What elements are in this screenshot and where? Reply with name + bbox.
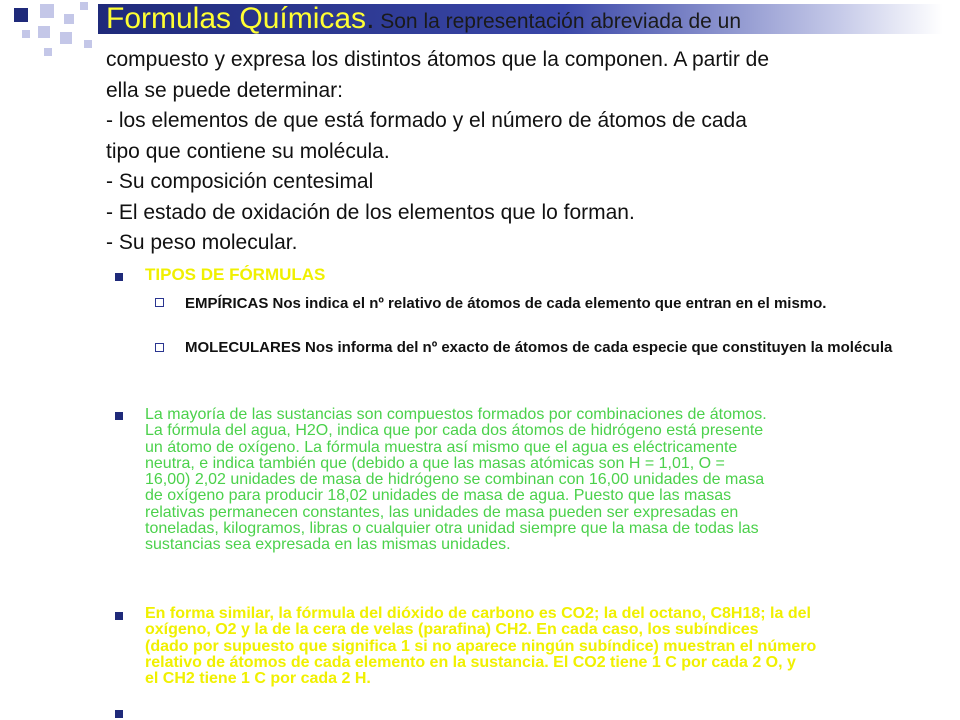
type-empiricas [185,295,925,312]
paragraph-line: relativo de átomos de cada elemento en la sustancia. El CO2 tiene 1 C por cada 2 O, y [145,653,796,671]
title-rest: Son la representación abreviada de un [374,10,741,33]
intro-line: compuesto y expresa los distintos átomos que la componen. A partir de [106,48,770,71]
paragraph-line: neutra, e indica también que (debido a que las masas atómicas son H = 1,01, O = [145,454,725,472]
deco-square [64,14,74,24]
deco-square [38,26,50,38]
paragraph-line: relativas permanecen constantes, las unidades de masa pueden ser expresadas en [145,503,739,521]
deco-square [84,40,92,48]
paragraph-line: sustancias sea expresada en las mismas unidades. [145,536,511,554]
deco-square [14,8,28,22]
deco-square [40,4,54,18]
intro-line: - los elementos de que está formado y el número de átomos de cada [106,109,747,132]
paragraph-line: el CH2 tiene 1 C por cada 2 H. [145,670,371,688]
deco-square [80,2,88,10]
intro-text [106,45,926,259]
deco-square [44,48,52,56]
intro-line: - Su composición centesimal [106,170,374,193]
type-text: Nos informa del nº exacto de átomos de cada especie que constituyen la molécula [300,339,893,356]
paragraph-line: La fórmula del agua, H2O, indica que por cada dos átomos de hidrógeno está presente [145,422,764,440]
intro-line: - El estado de oxidación de los elementos que lo forman. [106,200,635,224]
paragraph-line: de oxígeno para producir 18,02 unidades de masa de agua. Puesto que las masas [145,487,732,505]
type-keyword: EMPÍRICAS [185,295,269,312]
types-heading: TIPOS DE FÓRMULAS [145,265,326,284]
intro-line: ella se puede determinar: [106,78,343,102]
title-main: Formulas Químicas [106,2,367,35]
deco-square [60,32,72,44]
type-keyword: MOLECULARES [185,339,301,356]
paragraph-line: (dado por supuesto que significa 1 si no aparece ningún subíndice) muestran el número [145,637,817,655]
co2-formula-paragraph [145,606,930,687]
slide-title [106,2,741,36]
hollow-bullet [155,298,164,307]
paragraph-line: oxígeno, O2 y la de la cera de velas (parafina) CH2. En cada caso, los subíndices [145,621,759,639]
intro-line: tipo que contiene su molécula. [106,139,390,163]
bullet-square [115,612,123,620]
paragraph-line: un átomo de oxígeno. La fórmula muestra así mismo que el agua es eléctricamente [145,438,738,456]
hollow-bullet [155,343,164,352]
paragraph-line: En forma similar, la fórmula del dióxido de carbono es CO2; la del octano, C8H18; la del [145,605,811,622]
water-formula-paragraph [145,407,930,554]
bullet-square [115,710,123,718]
type-moleculares [185,339,925,356]
paragraph-line: 16,00) 2,02 unidades de masa de hidrógeno se combinan con 16,00 unidades de masa [145,471,765,489]
bullet-square [115,412,123,420]
paragraph-line: La mayoría de las sustancias son compuestos formados por combinaciones de átomos. [145,406,767,423]
intro-line: - Su peso molecular. [106,231,298,254]
type-text: Nos indica el nº relativo de átomos de cada elemento que entran en el mismo. [268,295,827,312]
deco-square [22,30,30,38]
title-dot: . [366,2,375,35]
bullet-square [115,273,123,281]
paragraph-line: toneladas, kilogramos, libras o cualquier otra unidad siempre que la masa de todas las [145,520,759,538]
